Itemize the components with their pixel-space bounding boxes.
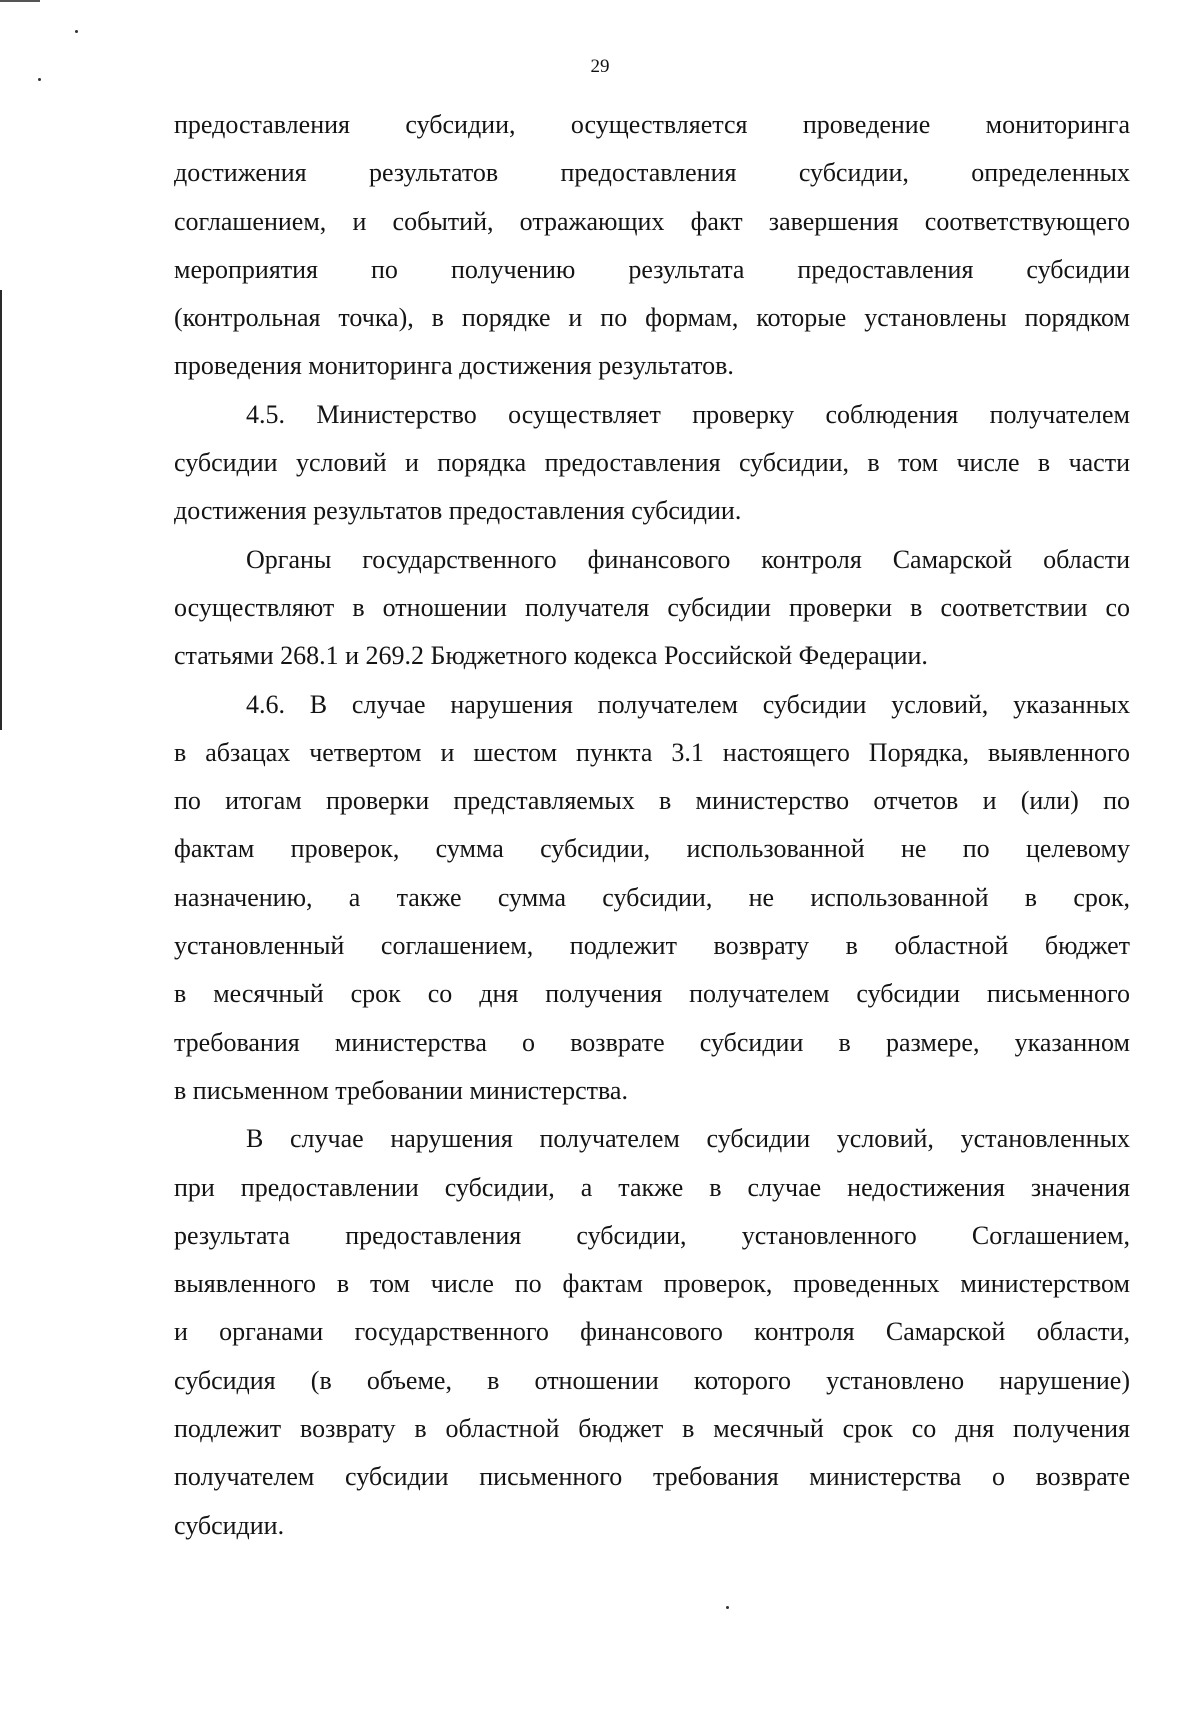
paragraph bbox=[174, 1115, 1130, 1550]
text-line: 4.5. Министерство осуществляет проверку соблюдения получателем bbox=[246, 399, 1130, 429]
document-body bbox=[174, 101, 1130, 1550]
text-line: назначению, а также сумма субсидии, не использованной в срок, bbox=[174, 882, 1130, 912]
text-line: соглашением, и событий, отражающих факт завершения соответствующего bbox=[174, 206, 1130, 236]
text-line: по итогам проверки представляемых в министерство отчетов и (или) по bbox=[174, 786, 1130, 816]
text-line: получателем субсидии письменного требования министерства о возврате bbox=[174, 1462, 1130, 1492]
text-line: в письменном требовании министерства. bbox=[174, 1075, 628, 1105]
text-line: выявленного в том числе по фактам проверок, проведенных министерством bbox=[174, 1269, 1130, 1299]
scan-edge-mark bbox=[0, 0, 40, 2]
text-line: субсидия (в объеме, в отношении которого установлено нарушение) bbox=[174, 1365, 1130, 1395]
text-line: осуществляют в отношении получателя субсидии проверки в соответствии со bbox=[174, 592, 1130, 622]
text-line: достижения результатов предоставления субсидии, определенных bbox=[174, 158, 1130, 188]
scan-edge-mark bbox=[0, 290, 2, 730]
text-line: фактам проверок, сумма субсидии, использованной не по целевому bbox=[174, 834, 1130, 864]
text-line: достижения результатов предоставления субсидии. bbox=[174, 496, 742, 526]
text-line: в месячный срок со дня получения получателем субсидии письменного bbox=[174, 979, 1130, 1009]
text-line: в абзацах четвертом и шестом пункта 3.1 настоящего Порядка, выявленного bbox=[174, 737, 1130, 767]
page-number: 29 bbox=[590, 56, 610, 77]
text-line: и органами государственного финансового контроля Самарской области, bbox=[174, 1317, 1130, 1347]
paragraph bbox=[174, 536, 1130, 681]
scan-speck bbox=[75, 30, 78, 33]
text-line: подлежит возврату в областной бюджет в месячный срок со дня получения bbox=[174, 1414, 1130, 1444]
text-line: установленный соглашением, подлежит возврату в областной бюджет bbox=[174, 931, 1130, 961]
text-line: мероприятия по получению результата предоставления субсидии bbox=[174, 254, 1130, 284]
text-line: 4.6. В случае нарушения получателем субсидии условий, указанных bbox=[246, 689, 1130, 719]
text-line: предоставления субсидии, осуществляется проведение мониторинга bbox=[174, 110, 1130, 139]
text-line: Органы государственного финансового контроля Самарской области bbox=[246, 544, 1130, 574]
paragraph bbox=[174, 101, 1130, 391]
text-line: требования министерства о возврате субсидии в размере, указанном bbox=[174, 1027, 1130, 1057]
text-line: результата предоставления субсидии, установленного Соглашением, bbox=[174, 1220, 1130, 1250]
text-line: при предоставлении субсидии, а также в случае недостижения значения bbox=[174, 1172, 1130, 1202]
text-line: (контрольная точка), в порядке и по формам, которые установлены порядком bbox=[174, 303, 1130, 333]
text-line: проведения мониторинга достижения результатов. bbox=[174, 351, 734, 381]
text-line: В случае нарушения получателем субсидии условий, установленных bbox=[246, 1124, 1130, 1154]
paragraph bbox=[174, 391, 1130, 536]
scan-speck bbox=[726, 1606, 729, 1609]
scan-speck bbox=[38, 78, 41, 81]
text-line: статьями 268.1 и 269.2 Бюджетного кодекса Российской Федерации. bbox=[174, 641, 928, 671]
text-line: субсидии условий и порядка предоставления субсидии, в том числе в части bbox=[174, 448, 1130, 478]
text-line: субсидии. bbox=[174, 1510, 285, 1540]
paragraph bbox=[174, 681, 1130, 1116]
